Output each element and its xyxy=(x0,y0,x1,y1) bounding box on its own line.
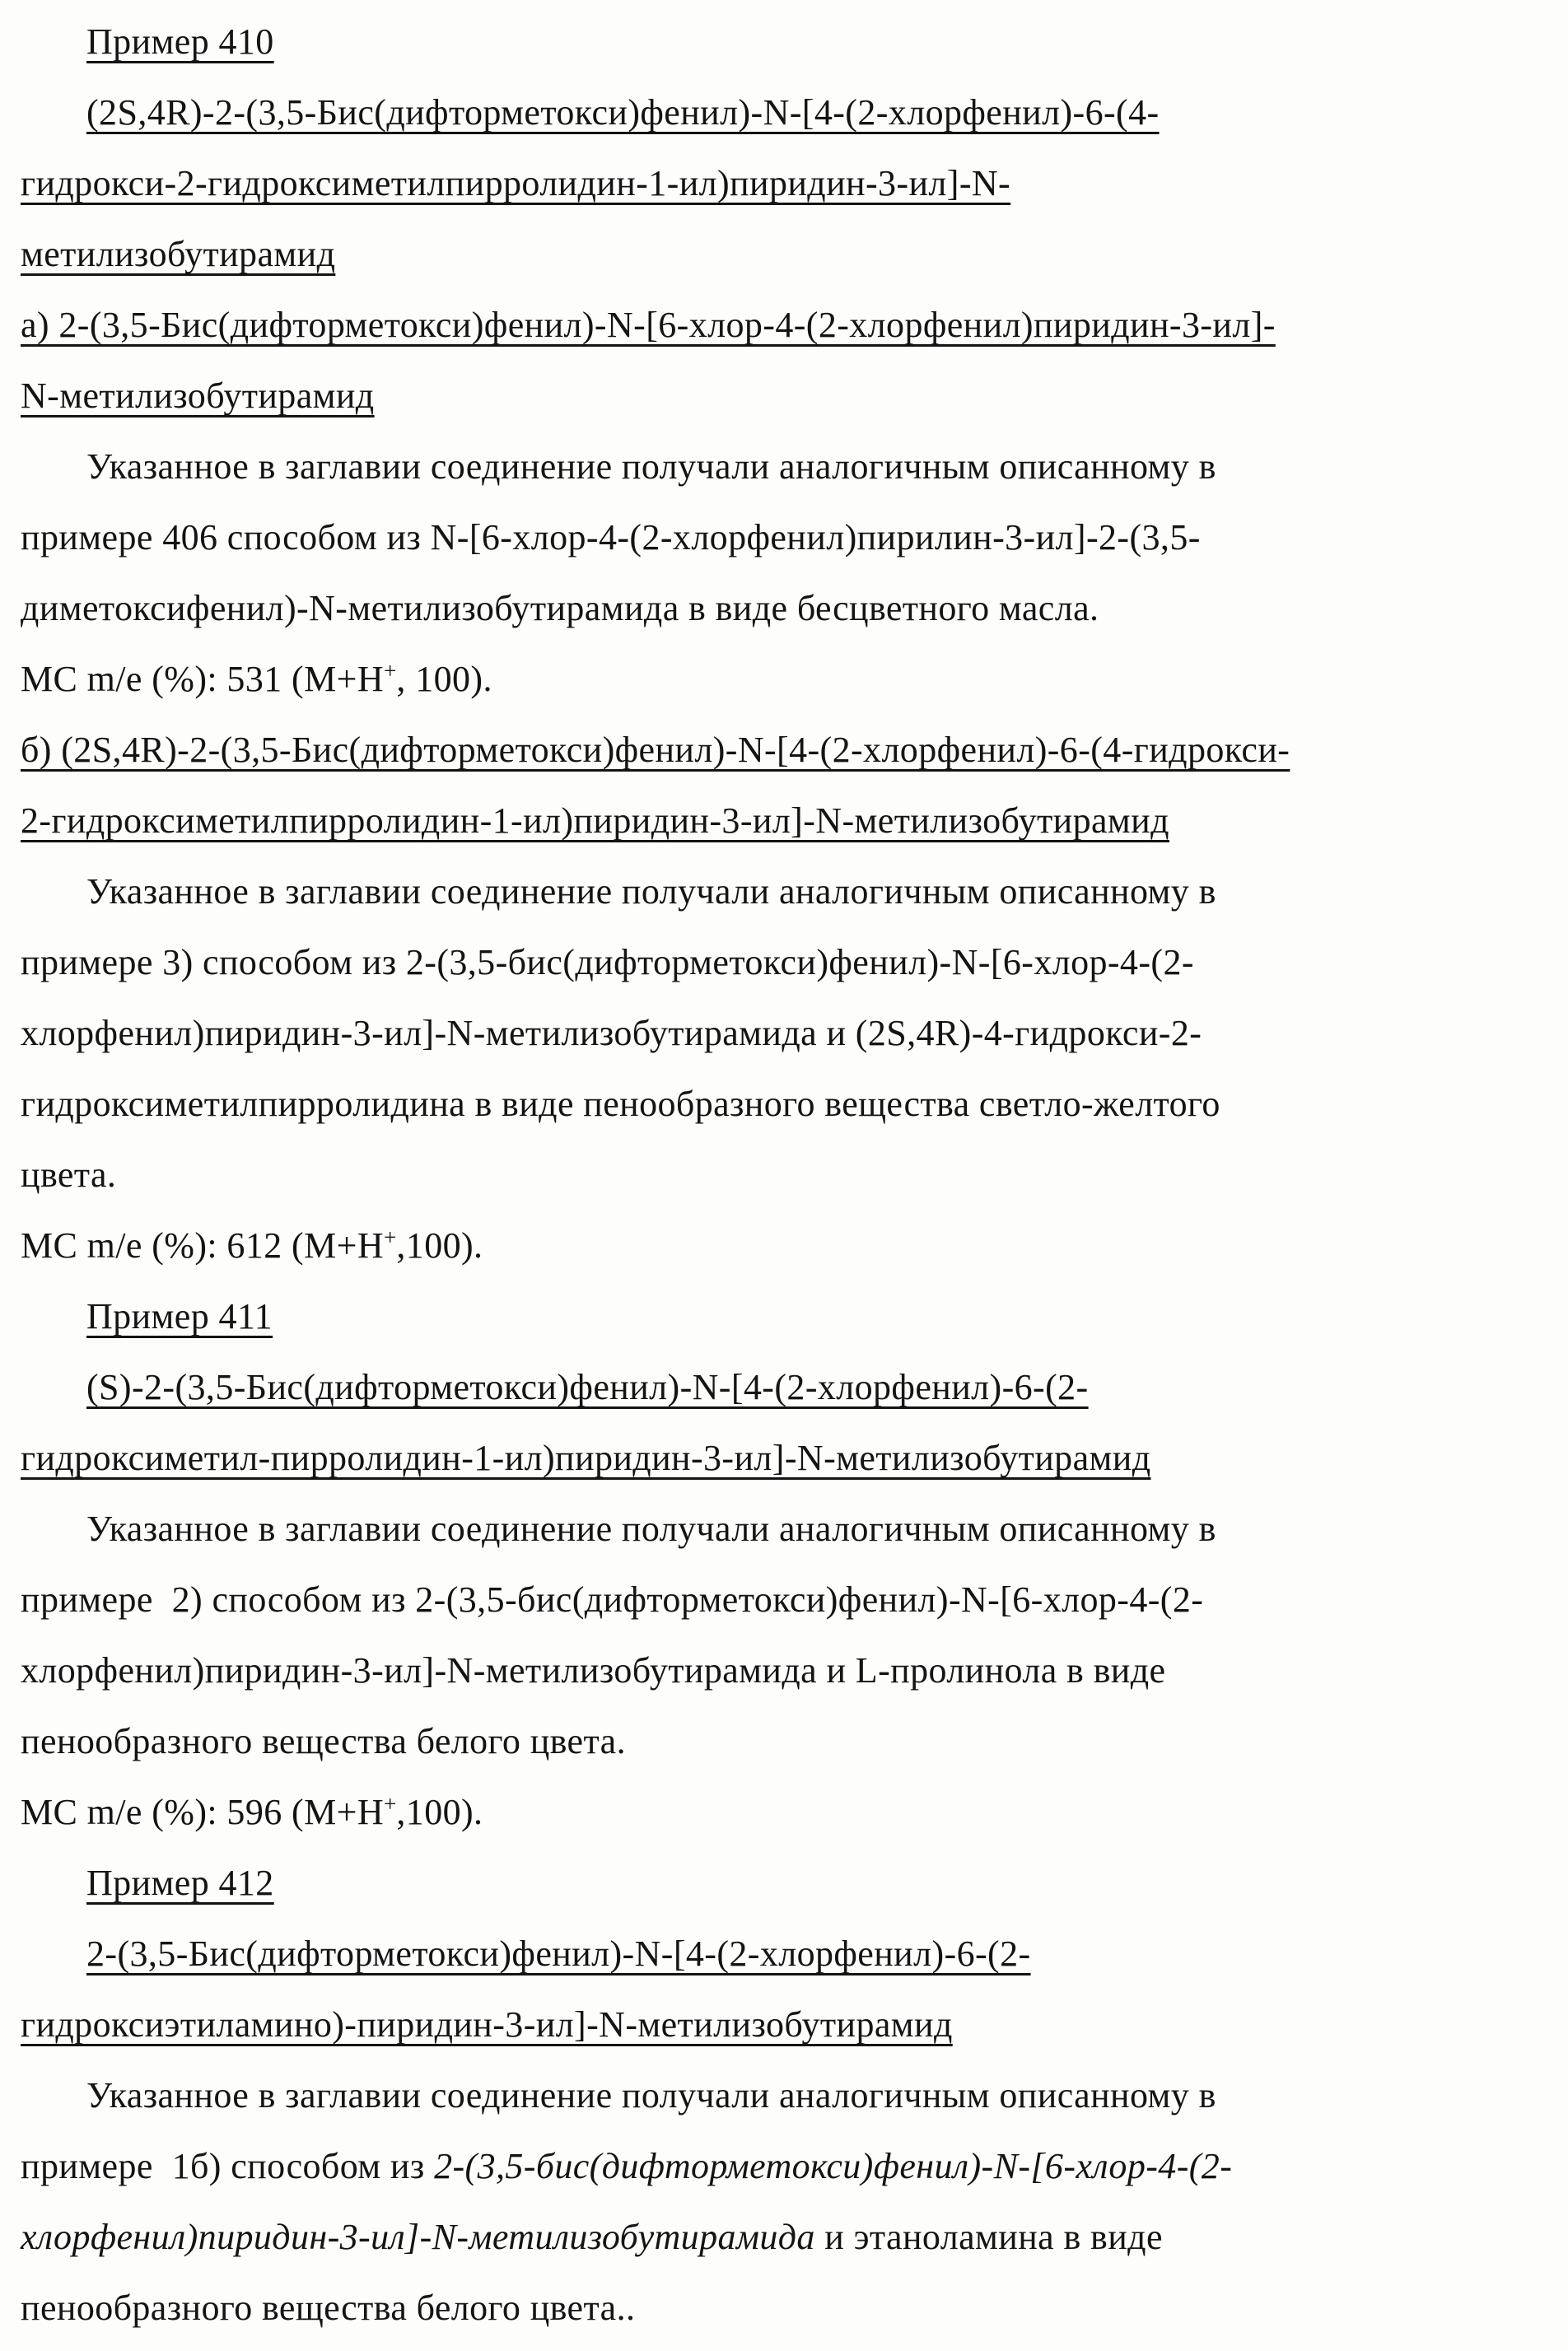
superscript-text: + xyxy=(384,1791,397,1817)
text-segment: , 100). xyxy=(396,659,492,699)
text-line xyxy=(21,715,1552,786)
text-segment: диметоксифенил)-N-метилизобутирамида в виде бесцветного масла. xyxy=(21,588,1099,628)
text-segment: 2-(3,5-бис(дифторметокси)фенил)-N-[6-хлор-4-(2- xyxy=(434,2146,1233,2186)
text-line xyxy=(21,1706,1552,1777)
text-segment: Указанное в заглавии соединение получали аналогичным описанному в xyxy=(86,2075,1216,2115)
text-segment: примере 3) способом из 2-(3,5-бис(дифторметокси)фенил)-N-[6-хлор-4-(2- xyxy=(21,942,1194,982)
text-segment: и этаноламина в виде xyxy=(814,2217,1163,2257)
text-segment: Указанное в заглавии соединение получали аналогичным описанному в xyxy=(86,446,1216,487)
text-segment: ,100). xyxy=(396,1225,483,1266)
text-line xyxy=(21,1140,1552,1210)
text-line xyxy=(21,502,1552,573)
superscript-text: + xyxy=(384,1224,397,1250)
text-segment: гидрокси-2-гидроксиметилпирролидин-1-ил)пиридин-3-ил]-N- xyxy=(21,163,1011,203)
text-segment: б) (2S,4R)-2-(3,5-Бис(дифторметокси)фенил)-N-[4-(2-хлорфенил)-6-(4-гидрокси- xyxy=(21,730,1290,770)
text-line xyxy=(21,1777,1552,1848)
text-line xyxy=(21,219,1552,290)
text-segment: (2S,4R)-2-(3,5-Бис(дифторметокси)фенил)-N-[4-(2-хлорфенил)-6-(4- xyxy=(86,92,1160,133)
text-line xyxy=(21,7,1552,77)
text-segment: примере 406 способом из N-[6-хлор-4-(2-хлорфенил)пирилин-3-ил]-2-(3,5- xyxy=(21,517,1201,557)
text-segment: цвета. xyxy=(21,1155,117,1195)
text-segment: Указанное в заглавии соединение получали аналогичным описанному в xyxy=(86,1509,1216,1549)
text-segment: хлорфенил)пиридин-3-ил]-N-метилизобутирамида xyxy=(21,2217,815,2257)
text-segment: пенообразного вещества белого цвета. xyxy=(21,1721,626,1761)
text-segment: примере 2) способом из 2-(3,5-бис(дифторметокси)фенил)-N-[6-хлор-4-(2- xyxy=(21,1579,1204,1620)
text-line xyxy=(21,856,1552,927)
text-line xyxy=(21,1494,1552,1565)
text-segment: хлорфенил)пиридин-3-ил]-N-метилизобутирамида и L-пролинола в виде xyxy=(21,1650,1166,1691)
text-segment: метилизобутирамид xyxy=(21,234,336,274)
text-line xyxy=(21,927,1552,998)
text-segment: 2-гидроксиметилпирролидин-1-ил)пиридин-3-ил]-N-метилизобутирамид xyxy=(21,800,1169,841)
text-line xyxy=(21,2060,1552,2131)
text-segment: (S)-2-(3,5-Бис(дифторметокси)фенил)-N-[4-(2-хлорфенил)-6-(2- xyxy=(86,1367,1089,1407)
text-line xyxy=(21,644,1552,715)
text-line xyxy=(21,1989,1552,2060)
text-segment: а) 2-(3,5-Бис(дифторметокси)фенил)-N-[6-хлор-4-(2-хлорфенил)пиридин-3-ил]- xyxy=(21,305,1276,345)
text-segment: пенообразного вещества белого цвета.. xyxy=(21,2288,636,2328)
text-line xyxy=(21,2202,1552,2273)
text-segment: N-метилизобутирамид xyxy=(21,376,375,416)
text-line xyxy=(21,1635,1552,1706)
text-segment: 2-(3,5-Бис(дифторметокси)фенил)-N-[4-(2-хлорфенил)-6-(2- xyxy=(86,1934,1031,1974)
text-segment: Пример 411 xyxy=(86,1296,273,1336)
text-line xyxy=(21,2131,1552,2202)
text-line xyxy=(21,1423,1552,1494)
text-segment: гидроксиметил-пирролидин-1-ил)пиридин-3-ил]-N-метилизобутирамид xyxy=(21,1438,1151,1478)
text-segment: Пример 412 xyxy=(86,1863,274,1903)
text-segment: МС m/e (%): 612 (M+H xyxy=(21,1225,384,1266)
text-line xyxy=(21,1281,1552,1352)
text-segment: хлорфенил)пиридин-3-ил]-N-метилизобутирамида и (2S,4R)-4-гидрокси-2- xyxy=(21,1013,1202,1053)
text-line xyxy=(21,998,1552,1069)
text-line xyxy=(21,1919,1552,1989)
text-line xyxy=(21,77,1552,148)
text-line xyxy=(21,1352,1552,1423)
text-line xyxy=(21,361,1552,431)
text-line xyxy=(21,431,1552,502)
text-segment: примере 1б) способом из xyxy=(21,2146,435,2186)
text-line xyxy=(21,290,1552,361)
text-segment: Указанное в заглавии соединение получали аналогичным описанному в xyxy=(86,871,1216,912)
text-line xyxy=(21,1565,1552,1635)
text-segment: гидроксиэтиламино)-пиридин-3-ил]-N-метилизобутирамид xyxy=(21,2004,953,2045)
text-line xyxy=(21,573,1552,644)
text-line xyxy=(21,786,1552,856)
text-line xyxy=(21,1069,1552,1140)
text-segment: ,100). xyxy=(396,1792,483,1832)
superscript-text: + xyxy=(384,658,397,683)
text-segment: Пример 410 xyxy=(86,21,274,62)
text-line xyxy=(21,148,1552,219)
text-line xyxy=(21,1210,1552,1281)
text-line xyxy=(21,2273,1552,2344)
text-line xyxy=(21,1848,1552,1919)
text-segment: МС m/e (%): 531 (M+H xyxy=(21,659,384,699)
text-segment: гидроксиметилпирролидина в виде пенообразного вещества светло-желтого xyxy=(21,1084,1220,1124)
text-segment: МС m/e (%): 596 (M+H xyxy=(21,1792,384,1832)
